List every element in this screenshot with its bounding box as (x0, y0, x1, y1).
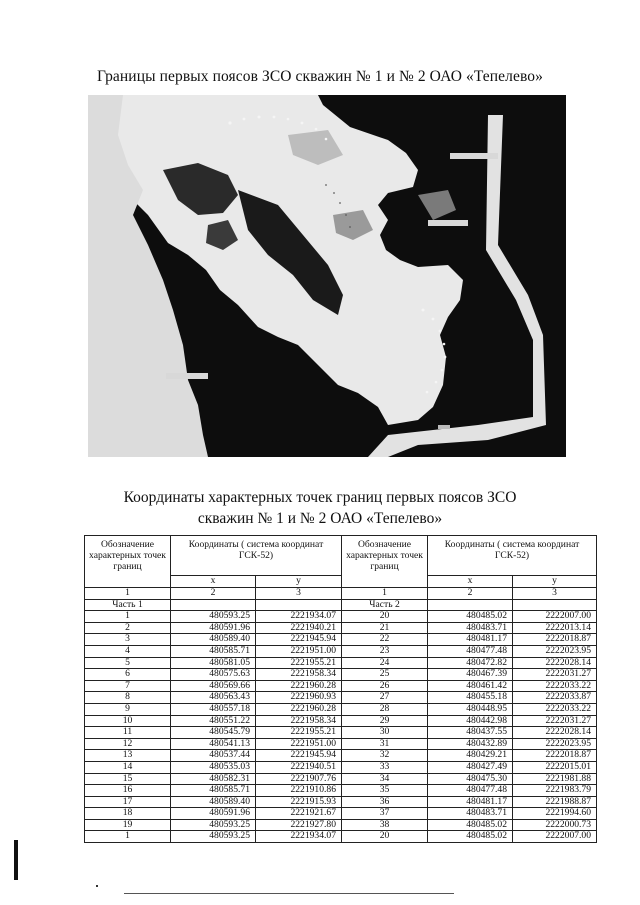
y-coord-1: 2221915.93 (256, 796, 342, 808)
y-coord-2: 2222028.14 (513, 727, 597, 739)
point-id-2: 34 (342, 773, 428, 785)
x-coord-2: 480481.17 (428, 796, 513, 808)
point-id-1: 16 (85, 785, 171, 797)
x-coord-1: 480537.44 (171, 750, 256, 762)
y-coord-1: 2221934.07 (256, 831, 342, 843)
col-number: 2 (171, 588, 256, 600)
y-coord-2: 2222007.00 (513, 611, 597, 623)
col-number: 1 (85, 588, 171, 600)
x-coord-1: 480589.40 (171, 634, 256, 646)
header-points-1: Обозначение характерных точек границ (85, 536, 171, 588)
point-id-2: 30 (342, 727, 428, 739)
y-coord-2: 2221994.60 (513, 808, 597, 820)
point-id-1: 6 (85, 669, 171, 681)
y-coord-1: 2221951.00 (256, 645, 342, 657)
table-row (85, 773, 597, 785)
x-coord-2: 480467.39 (428, 669, 513, 681)
footer-dot (96, 885, 98, 887)
point-id-1: 13 (85, 750, 171, 762)
x-coord-2: 480427.49 (428, 761, 513, 773)
y-coord-2: 2221988.87 (513, 796, 597, 808)
table-title-line1: Координаты характерных точек границ первых поясов ЗСО (123, 489, 517, 506)
y-coord-2: 2222033.22 (513, 703, 597, 715)
x-coord-1: 480589.40 (171, 796, 256, 808)
y-coord-1: 2221927.80 (256, 819, 342, 831)
y-coord-2: 2222028.14 (513, 657, 597, 669)
x-coord-2: 480485.02 (428, 831, 513, 843)
x-coord-2: 480461.42 (428, 680, 513, 692)
point-id-2: 20 (342, 831, 428, 843)
x-coord-2: 480483.71 (428, 622, 513, 634)
x-coord-1: 480582.31 (171, 773, 256, 785)
point-id-1: 11 (85, 727, 171, 739)
point-id-1: 7 (85, 680, 171, 692)
header-x-2: x (428, 576, 513, 588)
point-id-2: 22 (342, 634, 428, 646)
y-coord-2: 2222023.95 (513, 738, 597, 750)
x-coord-1: 480593.25 (171, 831, 256, 843)
y-coord-2: 2222023.95 (513, 645, 597, 657)
point-id-2: 23 (342, 645, 428, 657)
coordinates-table (84, 535, 597, 843)
footer-rule (124, 893, 454, 894)
x-coord-2: 480475.30 (428, 773, 513, 785)
table-row (85, 669, 597, 681)
point-id-2: 28 (342, 703, 428, 715)
point-id-1: 12 (85, 738, 171, 750)
column-number-row (85, 588, 597, 600)
x-coord-2: 480429.21 (428, 750, 513, 762)
y-coord-1: 2221960.93 (256, 692, 342, 704)
header-coords-1: Координаты ( система координат ГСК-52) (171, 536, 342, 576)
table-row (85, 622, 597, 634)
col-number: 2 (428, 588, 513, 600)
point-id-2: 20 (342, 611, 428, 623)
x-coord-2: 480477.48 (428, 645, 513, 657)
x-coord-2: 480477.48 (428, 785, 513, 797)
map-image (88, 95, 566, 457)
y-coord-1: 2221945.94 (256, 750, 342, 762)
y-coord-1: 2221945.94 (256, 634, 342, 646)
table-row (85, 657, 597, 669)
header-y-2: y (513, 576, 597, 588)
margin-mark (14, 840, 18, 880)
part-label-row (85, 599, 597, 611)
point-id-1: 5 (85, 657, 171, 669)
point-id-1: 19 (85, 819, 171, 831)
x-coord-1: 480593.25 (171, 611, 256, 623)
point-id-2: 38 (342, 819, 428, 831)
y-coord-2: 2222000.73 (513, 819, 597, 831)
x-coord-1: 480563.43 (171, 692, 256, 704)
y-coord-1: 2221960.28 (256, 680, 342, 692)
point-id-2: 33 (342, 761, 428, 773)
point-id-1: 4 (85, 645, 171, 657)
point-id-2: 21 (342, 622, 428, 634)
point-id-1: 9 (85, 703, 171, 715)
header-coords-2: Координаты ( система координат ГСК-52) (428, 536, 597, 576)
point-id-2: 29 (342, 715, 428, 727)
point-id-1: 1 (85, 831, 171, 843)
x-coord-2: 480437.55 (428, 727, 513, 739)
x-coord-1: 480591.96 (171, 622, 256, 634)
y-coord-1: 2221958.34 (256, 715, 342, 727)
x-coord-2: 480481.17 (428, 634, 513, 646)
x-coord-1: 480545.79 (171, 727, 256, 739)
y-coord-2: 2222031.27 (513, 669, 597, 681)
y-coord-2: 2221981.88 (513, 773, 597, 785)
x-coord-2: 480432.89 (428, 738, 513, 750)
table-row (85, 738, 597, 750)
x-coord-2: 480448.95 (428, 703, 513, 715)
col-number: 3 (513, 588, 597, 600)
point-id-1: 18 (85, 808, 171, 820)
table-row (85, 611, 597, 623)
table-row (85, 634, 597, 646)
table-row (85, 819, 597, 831)
y-coord-1: 2221955.21 (256, 727, 342, 739)
y-coord-2: 2222007.00 (513, 831, 597, 843)
x-coord-1: 480581.05 (171, 657, 256, 669)
x-coord-2: 480485.02 (428, 819, 513, 831)
x-coord-1: 480557.18 (171, 703, 256, 715)
x-coord-1: 480535.03 (171, 761, 256, 773)
table-title-line2: скважин № 1 и № 2 ОАО «Тепелево» (197, 510, 443, 527)
col-number: 1 (342, 588, 428, 600)
table-row (85, 785, 597, 797)
header-points-2: Обозначение характерных точек границ (342, 536, 428, 588)
table-row (85, 692, 597, 704)
point-id-2: 37 (342, 808, 428, 820)
y-coord-1: 2221921.67 (256, 808, 342, 820)
x-coord-1: 480575.63 (171, 669, 256, 681)
point-id-1: 15 (85, 773, 171, 785)
point-id-2: 32 (342, 750, 428, 762)
point-id-1: 10 (85, 715, 171, 727)
point-id-1: 8 (85, 692, 171, 704)
table-row (85, 750, 597, 762)
x-coord-1: 480569.66 (171, 680, 256, 692)
y-coord-1: 2221955.21 (256, 657, 342, 669)
header-x-1: x (171, 576, 256, 588)
x-coord-1: 480593.25 (171, 819, 256, 831)
point-id-2: 26 (342, 680, 428, 692)
y-coord-2: 2222033.22 (513, 680, 597, 692)
point-id-2: 27 (342, 692, 428, 704)
point-id-2: 25 (342, 669, 428, 681)
y-coord-2: 2222013.14 (513, 622, 597, 634)
table-title (0, 487, 640, 529)
point-id-1: 17 (85, 796, 171, 808)
y-coord-2: 2221983.79 (513, 785, 597, 797)
table-row (85, 796, 597, 808)
point-id-1: 3 (85, 634, 171, 646)
y-coord-1: 2221907.76 (256, 773, 342, 785)
y-coord-2: 2222018.87 (513, 634, 597, 646)
point-id-1: 14 (85, 761, 171, 773)
col-number: 3 (256, 588, 342, 600)
part1-label: Часть 1 (85, 599, 171, 611)
x-coord-1: 480585.71 (171, 645, 256, 657)
point-id-2: 35 (342, 785, 428, 797)
y-coord-2: 2222015.01 (513, 761, 597, 773)
y-coord-2: 2222018.87 (513, 750, 597, 762)
point-id-2: 31 (342, 738, 428, 750)
point-id-2: 24 (342, 657, 428, 669)
x-coord-2: 480483.71 (428, 808, 513, 820)
table-row (85, 645, 597, 657)
y-coord-1: 2221910.86 (256, 785, 342, 797)
point-id-1: 1 (85, 611, 171, 623)
point-id-1: 2 (85, 622, 171, 634)
y-coord-1: 2221960.28 (256, 703, 342, 715)
y-coord-1: 2221958.34 (256, 669, 342, 681)
x-coord-1: 480551.22 (171, 715, 256, 727)
table-row (85, 831, 597, 843)
table-row (85, 703, 597, 715)
table-row (85, 808, 597, 820)
header-y-1: y (256, 576, 342, 588)
y-coord-1: 2221951.00 (256, 738, 342, 750)
x-coord-2: 480455.18 (428, 692, 513, 704)
table-row (85, 761, 597, 773)
zso-map-graphic (88, 95, 566, 457)
x-coord-1: 480591.96 (171, 808, 256, 820)
part2-label: Часть 2 (342, 599, 428, 611)
x-coord-1: 480585.71 (171, 785, 256, 797)
table-header-row (85, 536, 597, 576)
table-row (85, 680, 597, 692)
x-coord-2: 480442.98 (428, 715, 513, 727)
table-row (85, 715, 597, 727)
x-coord-2: 480472.82 (428, 657, 513, 669)
y-coord-1: 2221940.51 (256, 761, 342, 773)
x-coord-1: 480541.13 (171, 738, 256, 750)
y-coord-1: 2221934.07 (256, 611, 342, 623)
table-row (85, 727, 597, 739)
y-coord-1: 2221940.21 (256, 622, 342, 634)
point-id-2: 36 (342, 796, 428, 808)
x-coord-2: 480485.02 (428, 611, 513, 623)
y-coord-2: 2222031.27 (513, 715, 597, 727)
page-title: Границы первых поясов ЗСО скважин № 1 и № 2 ОАО «Тепелево» (97, 68, 543, 85)
y-coord-2: 2222033.87 (513, 692, 597, 704)
